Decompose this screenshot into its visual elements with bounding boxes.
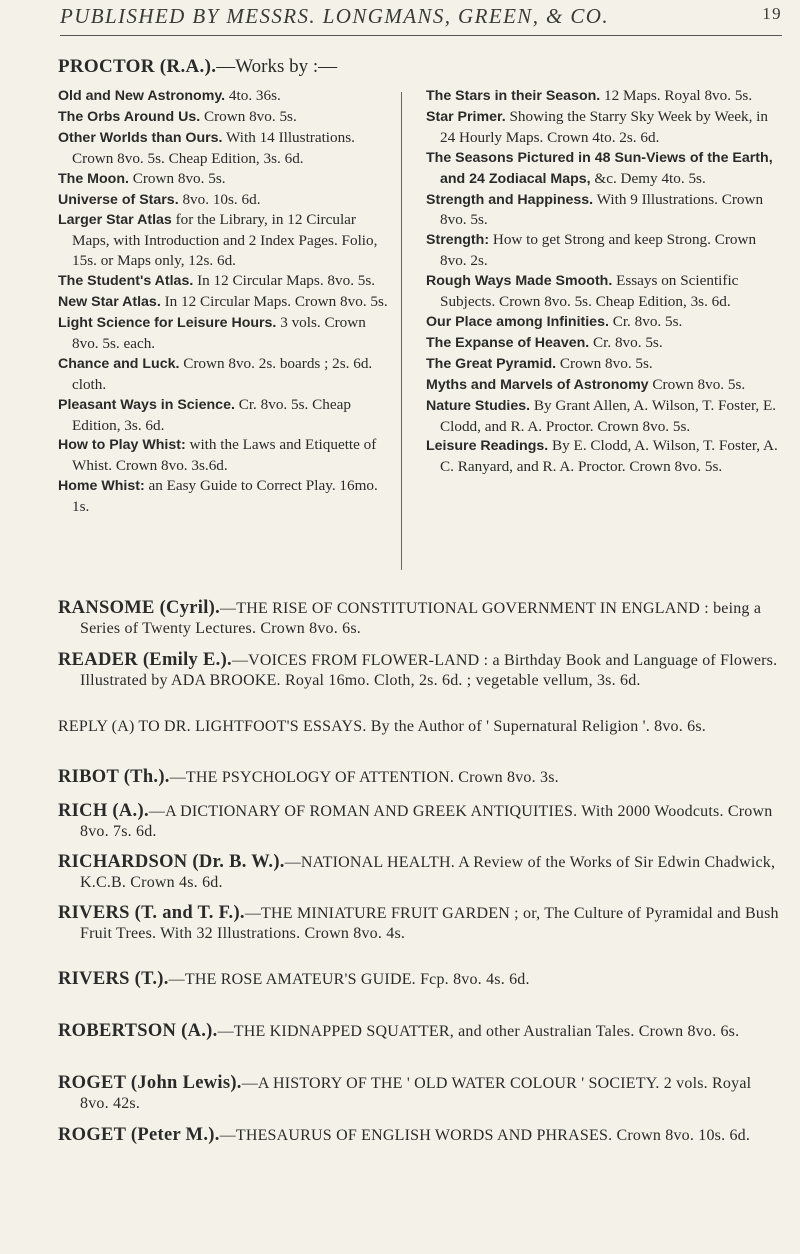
column-divider xyxy=(401,92,402,570)
work-details: with the Laws and Etiquette of Whist. Crown 8vo. 3s.6d. xyxy=(72,436,377,475)
proctor-work-entry xyxy=(58,354,396,395)
proctor-work-entry xyxy=(58,313,396,354)
work-details: In 12 Circular Maps. 8vo. 5s. xyxy=(193,272,376,290)
work-details: Crown 8vo. 5s. xyxy=(128,169,226,187)
entry-author: RIVERS (T.). xyxy=(58,969,169,989)
proctor-work-entry xyxy=(58,190,396,211)
work-details: 12 Maps. Royal 8vo. 5s. xyxy=(600,87,753,104)
proctor-work-entry xyxy=(58,395,396,436)
proctor-works-columns xyxy=(58,86,786,572)
proctor-work-entry xyxy=(426,333,778,354)
entry-text: —A DICTIONARY OF ROMAN AND GREEK ANTIQUITIES. With 2000 Woodcuts. Crown 8vo. 7s. 6d. xyxy=(80,803,773,840)
work-details: With 9 Illustrations. Crown 8vo. 5s. xyxy=(440,190,764,229)
entry-text: —THE PSYCHOLOGY OF ATTENTION. Crown 8vo. 3s. xyxy=(169,769,559,786)
proctor-left-column xyxy=(58,86,396,517)
work-details: Crown 8vo. 5s. xyxy=(648,375,746,393)
entry-author: ROGET (Peter M.). xyxy=(58,1125,220,1145)
proctor-work-entry xyxy=(426,312,778,333)
work-title: Myths and Marvels of Astronomy xyxy=(426,376,649,393)
work-title: The Student's Atlas. xyxy=(58,273,194,290)
work-title: Old and New Astronomy. xyxy=(58,88,226,104)
work-title: Star Primer. xyxy=(426,108,506,125)
work-title: New Star Atlas. xyxy=(58,294,161,311)
entry-text: —THE ROSE AMATEUR'S GUIDE. Fcp. 8vo. 4s. 6d. xyxy=(168,971,530,988)
proctor-work-entry xyxy=(426,86,778,107)
entry-text: —VOICES FROM FLOWER-LAND : a Birthday Book and Language of Flowers. Illustrated by ADA BROOKE. Royal 16mo. Cloth, 2s. 6d. ; vegetable vellum, 3s. 6d. xyxy=(80,652,778,689)
proctor-work-entry xyxy=(58,107,396,128)
work-details: By E. Clodd, A. Wilson, T. Foster, A. C. Ranyard, and R. A. Proctor. Crown 8vo. 5s. xyxy=(440,437,778,476)
entry-author: RICHARDSON (Dr. B. W.). xyxy=(58,852,285,872)
running-head-text: PUBLISHED BY MESSRS. LONGMANS, GREEN, & CO. xyxy=(60,4,610,28)
work-title: Larger Star Atlas xyxy=(58,212,172,229)
proctor-work-entry xyxy=(58,476,396,517)
entry-text: —THE KIDNAPPED SQUATTER, and other Australian Tales. Crown 8vo. 6s. xyxy=(217,1023,740,1040)
catalogue-entry xyxy=(58,1126,780,1146)
work-details: Crown 8vo. 5s. xyxy=(200,107,297,125)
work-details: 3 vols. Crown 8vo. 5s. each. xyxy=(72,313,366,352)
proctor-work-entry xyxy=(58,86,396,107)
work-title: Home Whist: xyxy=(58,478,145,495)
work-title: The Great Pyramid. xyxy=(426,355,557,372)
catalogue-entry xyxy=(58,651,780,690)
catalogue-entry xyxy=(58,1022,780,1042)
entry-text: REPLY (A) TO DR. LIGHTFOOT'S ESSAYS. By the Author of ' Supernatural Religion '. 8vo. 6s. xyxy=(58,718,706,735)
work-details: Showing the Starry Sky Week by Week, in 24 Hourly Maps. Crown 4to. 2s. 6d. xyxy=(440,107,768,146)
work-details: Crown 8vo. 2s. boards ; 2s. 6d. cloth. xyxy=(72,354,373,393)
proctor-work-entry xyxy=(426,436,778,477)
work-title: Other Worlds than Ours. xyxy=(58,129,223,146)
work-details: With 14 Illustrations. Crown 8vo. 5s. Cheap Edition, 3s. 6d. xyxy=(72,128,355,167)
catalogue-entry xyxy=(58,904,780,943)
catalogue-entry xyxy=(58,1074,780,1113)
work-title: The Stars in their Season. xyxy=(426,88,601,104)
work-details: &c. Demy 4to. 5s. xyxy=(590,169,706,187)
proctor-work-entry xyxy=(58,128,396,169)
proctor-work-entry xyxy=(58,169,396,190)
entry-author: RANSOME (Cyril). xyxy=(58,598,221,618)
proctor-heading xyxy=(58,56,337,78)
entry-text: —THE MINIATURE FRUIT GARDEN ; or, The Culture of Pyramidal and Bush Fruit Trees. With 32 Illustrations. Crown 8vo. 4s. xyxy=(80,905,779,942)
proctor-label: —Works by :— xyxy=(216,56,338,77)
work-title: The Orbs Around Us. xyxy=(58,108,201,125)
work-title: The Expanse of Heaven. xyxy=(426,334,590,351)
work-details: Cr. 8vo. 5s. xyxy=(589,333,663,351)
entry-author: RIVERS (T. and T. F.). xyxy=(58,903,245,923)
proctor-work-entry xyxy=(58,271,396,292)
work-details: 4to. 36s. xyxy=(225,87,281,104)
proctor-work-entry xyxy=(426,396,778,437)
work-details: Essays on Scientific Subjects. Crown 8vo. 5s. Cheap Edition, 3s. 6d. xyxy=(440,272,739,311)
work-details: for the Library, in 12 Circular Maps, with Introduction and 2 Index Pages. Folio, 15s. or Maps only, 12s. 6d. xyxy=(72,211,378,270)
catalogue-entry xyxy=(58,768,780,788)
proctor-work-entry xyxy=(426,107,778,148)
catalogue-entry xyxy=(58,970,780,990)
work-details: Crown 8vo. 5s. xyxy=(556,354,653,372)
work-title: Rough Ways Made Smooth. xyxy=(426,273,613,290)
proctor-work-entry xyxy=(426,230,778,271)
work-details: Cr. 8vo. 5s. xyxy=(608,312,683,330)
proctor-work-entry xyxy=(426,375,778,396)
proctor-right-column xyxy=(426,86,778,477)
entry-author: ROGET (John Lewis). xyxy=(58,1073,242,1093)
work-title: The Moon. xyxy=(58,170,129,187)
work-details: an Easy Guide to Correct Play. 16mo. 1s. xyxy=(72,477,378,516)
work-details: Cr. 8vo. 5s. Cheap Edition, 3s. 6d. xyxy=(72,395,351,434)
work-title: Our Place among Infinities. xyxy=(426,313,609,330)
work-details: By Grant Allen, A. Wilson, T. Foster, E. Clodd, and R. A. Proctor. Crown 8vo. 5s. xyxy=(440,396,777,435)
entry-text: —NATIONAL HEALTH. A Review of the Works of Sir Edwin Chadwick, K.C.B. Crown 4s. 6d. xyxy=(80,854,776,891)
work-title: Chance and Luck. xyxy=(58,355,180,372)
catalogue-entry xyxy=(58,717,780,737)
work-title: Pleasant Ways in Science. xyxy=(58,396,235,413)
catalogue-entry xyxy=(58,599,780,638)
work-title: Strength: xyxy=(426,232,490,249)
catalogue-entry xyxy=(58,853,780,892)
work-title: Universe of Stars. xyxy=(58,191,179,208)
work-details: In 12 Circular Maps. Crown 8vo. 5s. xyxy=(160,293,388,311)
entry-author: ROBERTSON (A.). xyxy=(58,1021,218,1041)
proctor-work-entry xyxy=(426,271,778,312)
proctor-author: PROCTOR (R.A.). xyxy=(58,56,217,77)
proctor-work-entry xyxy=(426,190,778,231)
proctor-work-entry xyxy=(58,292,396,313)
proctor-work-entry xyxy=(426,354,778,375)
proctor-work-entry xyxy=(58,435,396,476)
entry-author: RICH (A.). xyxy=(58,801,149,821)
work-title: Leisure Readings. xyxy=(426,438,549,455)
running-head xyxy=(60,4,782,36)
work-title: Strength and Happiness. xyxy=(426,191,594,208)
work-title: Light Science for Leisure Hours. xyxy=(58,314,277,331)
page-number: 19 xyxy=(762,4,782,23)
work-title: The Seasons Pictured in 48 Sun-Views of the Earth, and 24 Zodiacal Maps, xyxy=(426,149,773,187)
work-details: 8vo. 10s. 6d. xyxy=(178,190,261,208)
proctor-work-entry xyxy=(58,210,396,271)
proctor-work-entry xyxy=(426,148,778,190)
work-details: How to get Strong and keep Strong. Crown 8vo. 2s. xyxy=(440,231,757,270)
work-title: How to Play Whist: xyxy=(58,437,186,454)
entry-text: —THESAURUS OF ENGLISH WORDS AND PHRASES. Crown 8vo. 10s. 6d. xyxy=(219,1127,751,1144)
entry-author: RIBOT (Th.). xyxy=(58,767,170,787)
entry-text: —A HISTORY OF THE ' OLD WATER COLOUR ' SOCIETY. 2 vols. Royal 8vo. 42s. xyxy=(80,1075,752,1112)
work-title: Nature Studies. xyxy=(426,397,531,414)
entry-text: —THE RISE OF CONSTITUTIONAL GOVERNMENT IN ENGLAND : being a Series of Twenty Lectures. Crown 8vo. 6s. xyxy=(80,600,762,637)
catalogue-entry xyxy=(58,802,780,841)
entry-author: READER (Emily E.). xyxy=(58,650,232,670)
